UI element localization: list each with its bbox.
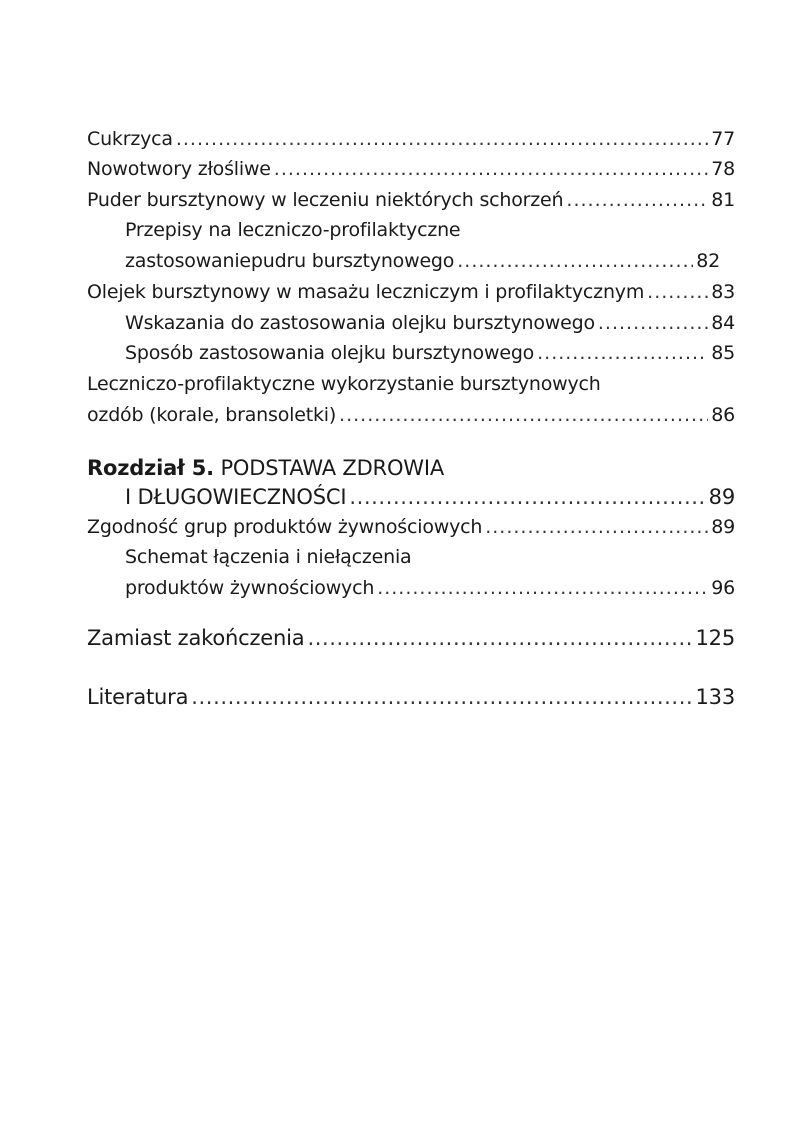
toc-leader-dots bbox=[647, 281, 708, 303]
chapter-heading-line1 bbox=[87, 456, 444, 480]
toc-leader-dots bbox=[485, 516, 708, 538]
toc-entry-page: 133 bbox=[695, 685, 735, 709]
toc-entry bbox=[87, 281, 735, 303]
chapter-title-line2: I DŁUGOWIECZNOŚCI bbox=[125, 485, 347, 509]
toc-entry-page: 83 bbox=[711, 281, 735, 303]
toc-leader-dots bbox=[191, 685, 692, 709]
toc-leader-dots bbox=[274, 158, 708, 180]
toc-leader-dots bbox=[176, 128, 708, 150]
toc-entry-title: Zamiast zakończenia bbox=[87, 626, 305, 650]
chapter-title-line1: PODSTAWA ZDROWIA bbox=[220, 456, 445, 480]
toc-entry-page: 96 bbox=[711, 577, 735, 599]
toc-entry bbox=[87, 516, 735, 538]
toc-leader-dots bbox=[566, 189, 708, 211]
toc-entry bbox=[87, 685, 735, 709]
toc-entry-title: Nowotwory złośliwe bbox=[87, 158, 271, 180]
chapter-label: Rozdział 5. bbox=[87, 456, 214, 480]
toc-entry bbox=[87, 626, 735, 650]
toc-entry bbox=[87, 189, 735, 211]
toc-leader-dots bbox=[307, 626, 692, 650]
toc-entry bbox=[87, 158, 735, 180]
toc-leader-dots bbox=[537, 342, 708, 364]
toc-entry-title: Puder bursztynowy w leczeniu niektórych schorzeń bbox=[87, 189, 564, 211]
toc-entry bbox=[125, 342, 735, 364]
toc-entry-title: Literatura bbox=[87, 685, 189, 709]
toc-entry-page: 78 bbox=[711, 158, 735, 180]
toc-entry-title-line1: Schemat łączenia i niełączenia bbox=[125, 546, 412, 568]
toc-entry bbox=[87, 128, 735, 150]
toc-entry-title: Sposób zastosowania olejku bursztynowego bbox=[125, 342, 535, 364]
toc-entry-page: 77 bbox=[711, 128, 735, 150]
toc-entry-title-line2: zastosowaniepudru bursztynowego bbox=[125, 250, 455, 272]
toc-entry bbox=[87, 404, 735, 426]
toc-leader-dots bbox=[457, 250, 693, 272]
toc-entry bbox=[125, 312, 735, 334]
toc-entry-title: Wskazania do zastosowania olejku bursztynowego bbox=[125, 312, 595, 334]
toc-entry-title-line1: Leczniczo-profilaktyczne wykorzystanie bursztynowych bbox=[87, 373, 601, 395]
toc-leader-dots bbox=[339, 404, 708, 426]
toc-leader-dots bbox=[349, 485, 705, 509]
toc-entry-page: 84 bbox=[711, 312, 735, 334]
toc-entry-page: 86 bbox=[711, 404, 735, 426]
toc-entry-page: 85 bbox=[711, 342, 735, 364]
toc-entry-title: Olejek bursztynowy w masażu leczniczym i profilaktycznym bbox=[87, 281, 645, 303]
toc-entry-page: 81 bbox=[711, 189, 735, 211]
toc-entry bbox=[125, 577, 735, 599]
toc-entry-title-line2: produktów żywnościowych bbox=[125, 577, 375, 599]
toc-leader-dots bbox=[598, 312, 708, 334]
toc-entry-title: Cukrzyca bbox=[87, 128, 173, 150]
toc-entry-title-line1: Przepisy na leczniczo-profilaktyczne bbox=[125, 219, 461, 241]
toc-entry bbox=[125, 250, 720, 272]
toc-entry-page: 89 bbox=[711, 516, 735, 538]
toc-entry-page: 89 bbox=[708, 485, 735, 509]
toc-entry-page: 125 bbox=[695, 626, 735, 650]
toc-leader-dots bbox=[377, 577, 708, 599]
toc-entry-title: Zgodność grup produktów żywnościowych bbox=[87, 516, 483, 538]
table-of-contents bbox=[87, 0, 735, 1131]
chapter-heading bbox=[125, 485, 735, 509]
toc-entry-page: 82 bbox=[696, 250, 720, 272]
toc-entry-title-line2: ozdób (korale, bransoletki) bbox=[87, 404, 337, 426]
